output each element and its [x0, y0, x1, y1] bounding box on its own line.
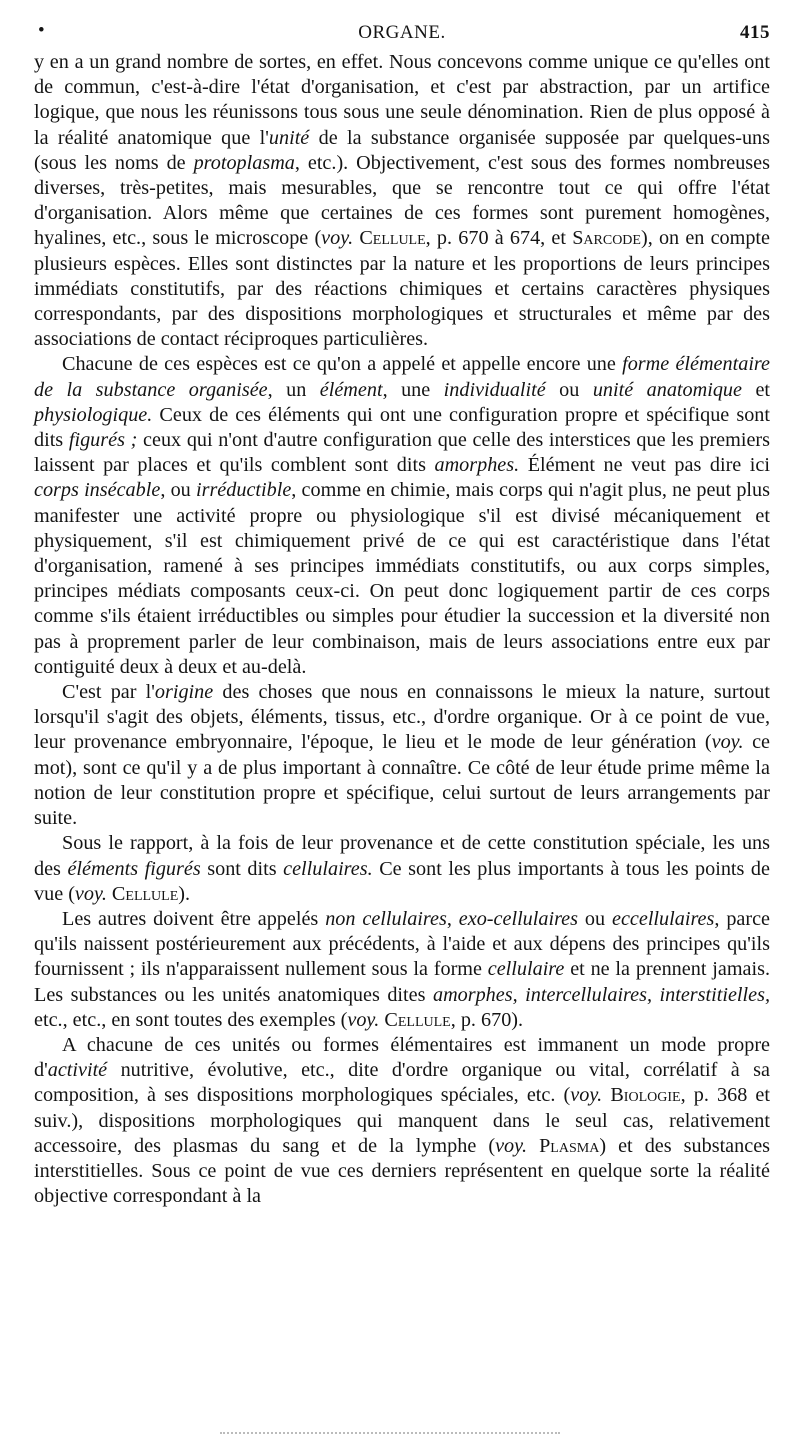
text-run: Élément ne veut pas dire ici	[519, 454, 770, 477]
paragraph-5	[34, 907, 770, 1033]
italic-run: physiologique.	[34, 403, 153, 426]
text-run: sont dits	[200, 857, 284, 880]
paragraph-6	[34, 1033, 770, 1209]
text-run: nutritive, évolutive, etc., dite d'ordre organique ou vital, corrélatif à sa composition, à ses dispositions morphologiques spéciales, etc. (	[34, 1059, 770, 1107]
text-run: , un	[267, 378, 320, 401]
text-run: ce mot), sont ce qu'il y a de plus important à connaître. Ce côté de leur étude prime même la notion de leur constitution propre et spécifique, celui surtout de leurs arrangements par suite.	[34, 731, 771, 830]
italic-run: voy.	[711, 731, 744, 754]
smallcaps-run: Plasma	[539, 1134, 600, 1157]
paragraph-1	[34, 50, 770, 352]
italic-run: amorphes, intercellulaires, interstitielles,	[432, 983, 770, 1006]
text-run: C'est par l'	[62, 681, 155, 704]
italic-run: voy.	[495, 1134, 528, 1157]
italic-run: voy.	[74, 882, 107, 905]
paragraph-2	[34, 352, 770, 680]
text-run: y en a un grand nombre de sortes, en effet. Nous concevons comme unique ce qu'elles ont de commun, c'est-à-dire l'état d'organisation, et c'est par abstraction, par un artifice logique, que nous les réunissons tous sous une seule dénomination. Rien de plus opposé à la réalité anatomique que l'	[34, 51, 770, 149]
text-run: ).	[178, 882, 191, 905]
text-run: et ne la prennent jamais. Les substances ou les unités anatomiques dites	[34, 958, 770, 1006]
text-run: etc., etc., en sont toutes des exemples (	[34, 1008, 348, 1031]
text-run: ceux qui n'ont d'autre configuration que celle des interstices que les premiers laissent par places et qu'ils comblent sont dits	[34, 429, 770, 477]
italic-run: élément	[319, 378, 383, 401]
smallcaps-run: Cellule	[384, 1008, 451, 1031]
italic-run: cellulaires.	[283, 857, 373, 880]
italic-run: unité anatomique	[592, 378, 742, 401]
italic-run: activité	[47, 1059, 108, 1082]
margin-mark: •	[38, 20, 46, 41]
text-run: , etc.). Objectivement, c'est sous des formes nombreuses diverses, très-petites, mais mesurables, que se rencontre tout ce qui offre l'état d'organisation. Alors même que certaines de ces formes sont purement homogènes, hyalines, etc., sous le microscope (	[34, 151, 770, 250]
italic-run: irréductible	[195, 479, 292, 502]
text-run: , ou	[160, 479, 196, 502]
italic-run: voy.	[321, 227, 354, 250]
text-run: ,	[446, 907, 459, 930]
italic-run: unité	[268, 126, 310, 149]
italic-run: voy.	[347, 1008, 380, 1031]
italic-run: individualité	[443, 378, 546, 401]
text-run: , p. 670).	[450, 1008, 524, 1031]
italic-run: non cellulaires	[325, 907, 447, 930]
text-run: , comme en chimie, mais corps qui n'agit plus, ne peut plus manifester une activité propre ou physiologique s'il est divisé mécaniquement et physiquement, s'il est chimiquement privé de ce qui est caractéristique dans l'état d'organisation, ramené à ses principes immédiats constitutifs, ou aux corps simples, principes médiats composants ceux-ci. On peut donc logiquement partir de ces corps comme s'ils étaient irréductibles ou simples pour étudier la succession et la diversité non pas à proprement parler de leur combinaison, mais de leurs associations entre eux par contiguité deux à deux et au-delà.	[34, 479, 770, 678]
running-head	[34, 22, 770, 50]
italic-run: éléments figurés	[67, 857, 201, 880]
smallcaps-run: Cellule	[111, 882, 179, 905]
text-run: Ceux de ces éléments qui ont une configuration propre et spécifique sont dits	[34, 403, 770, 452]
page-number: 415	[740, 22, 770, 43]
italic-run: forme élémentaire de la substance organisée	[34, 353, 770, 401]
text-run: ) et des substances interstitielles. Sous ce point de vue ces derniers représentent en quelque sorte la réalité objective correspondant à la	[34, 1134, 771, 1208]
text-run: , une	[382, 378, 444, 401]
text-run: et	[741, 378, 771, 401]
text-run: , p. 670 à 674, et	[425, 227, 573, 250]
text-run: , p. 368 et suiv.), dispositions morphologiques qui manquent dans le seul cas, relativement accessoire, des plasmas du sang et de la lymphe (	[34, 1084, 770, 1157]
smallcaps-run: Biologie	[610, 1084, 681, 1107]
text-run: ou	[578, 907, 612, 930]
page-title: ORGANE.	[358, 22, 446, 43]
smallcaps-run: Cellule	[359, 227, 426, 250]
italic-run: amorphes.	[434, 454, 520, 477]
italic-run: voy.	[570, 1084, 603, 1107]
italic-run: origine	[154, 681, 214, 704]
italic-run: cellulaire	[487, 958, 565, 981]
text-run: de la substance organisée supposée par quelques-uns (sous les noms de	[34, 126, 770, 174]
text-run: , parce qu'ils naissent postérieurement aux précédents, à l'aide et aux dépens des principes qu'ils fournissent ; ils n'apparaissent nullement sous la forme	[34, 907, 771, 981]
text-run: Les autres doivent être appelés	[62, 907, 326, 930]
paragraph-3	[34, 680, 770, 831]
text-run: Sous le rapport, à la fois de leur provenance et de cette constitution spéciale, les uns des	[34, 832, 770, 880]
text-run: ou	[545, 378, 593, 401]
paragraph-4	[34, 831, 770, 907]
text-run: ), on en compte plusieurs espèces. Elles sont distinctes par la nature et les proportions de leurs principes immédiats constitutifs, par des réactions chimiques et certains caractères physiques correspondants, par des dispositions morphologiques et structurales et même par des associations de contact réciproques particulières.	[34, 227, 771, 351]
text-run: Chacune de ces espèces est ce qu'on a appelé et appelle encore une	[62, 353, 623, 376]
bleed-through-line	[220, 1432, 560, 1434]
text-run: des choses que nous en connaissons le mieux la nature, surtout lorsqu'il s'agit des objets, éléments, tissus, etc., d'ordre organique. Or à ce point de vue, leur provenance embryonnaire, l'époque, le lieu et le mode de leur génération (	[34, 681, 770, 754]
italic-run: corps insécable	[34, 479, 161, 502]
italic-run: eccellulaires	[611, 907, 715, 930]
italic-run: protoplasma	[193, 151, 295, 174]
book-page	[34, 22, 770, 1209]
smallcaps-run: Sarcode	[572, 227, 641, 250]
text-run: Ce sont les plus importants à tous les points de vue (	[34, 857, 770, 905]
italic-run: exo-cellulaires	[458, 907, 578, 930]
italic-run: figurés ;	[68, 429, 138, 452]
text-run: A chacune de ces unités ou formes élémentaires est immanent un mode propre d'	[34, 1033, 770, 1082]
